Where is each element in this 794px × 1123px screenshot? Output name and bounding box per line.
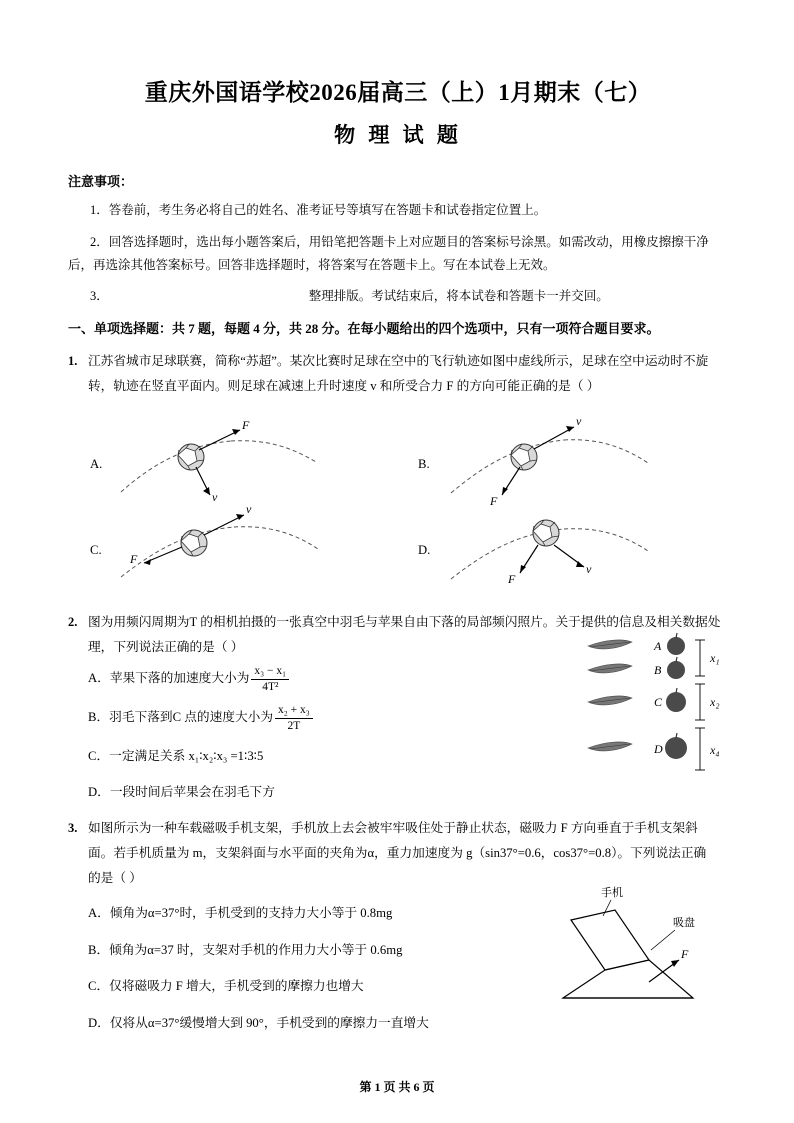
q2-strobe-svg <box>586 636 736 801</box>
question-2-wrapper <box>68 610 728 805</box>
q1-figure-d <box>446 503 676 593</box>
q1-fig-c-label-F: F <box>130 551 138 566</box>
section-heading: 一、单项选择题：共 7 题，每题 4 分，共 28 分。在每小题给出的四个选项中，只有一项符合题目要求。 <box>68 321 660 337</box>
notice-item-2 <box>68 231 728 277</box>
q1-fig-d-label-v: v <box>586 561 592 576</box>
q2-opt-b-text: 羽毛下落到C 点的速度大小为 <box>109 709 274 724</box>
q1-option-c-label: C. <box>90 542 102 557</box>
question-1-figures <box>68 403 728 598</box>
q2-label-B: B <box>654 662 662 677</box>
q2-opt-d-text: 一段时间后苹果会在羽毛下方 <box>109 784 275 799</box>
notice-item-1 <box>68 199 728 222</box>
question-3-number: 3. <box>68 821 78 836</box>
notice-heading: 注意事项： <box>68 174 134 189</box>
q2-opt-a-text: 苹果下落的加速度大小为 <box>109 671 250 686</box>
notice-item-3-tail: 整理排版。考试结束后，将本试卷和答题卡一并交回。 <box>308 289 609 304</box>
q2-label-x2: x₂ <box>710 694 720 709</box>
q1-fig-b-label-v: v <box>576 413 582 428</box>
question-3-option-d: D．仅将从α=37°缓慢增大到 90°，手机受到的摩擦力一直增大 <box>88 1016 429 1031</box>
q1-fig-a-label-v: v <box>212 489 218 504</box>
q2-label-C: C <box>654 694 663 709</box>
q2-opt-b-frac-den: 2T <box>287 719 301 732</box>
q3-label-phone: 手机 <box>601 887 623 900</box>
question-3-figure <box>553 886 728 1011</box>
q3-label-F: F <box>681 947 689 962</box>
q2-opt-c-label: C． <box>88 748 110 763</box>
q2-opt-b-label: B． <box>88 709 110 724</box>
question-3-option-a: A．倾角为α=37°时，手机受到的支持力大小等于 0.8mg <box>88 905 393 920</box>
q1-fig-c-label-v: v <box>246 501 252 516</box>
q2-opt-a-label: A． <box>88 671 110 686</box>
q1-option-a-label: A. <box>90 456 103 471</box>
q2-opt-b-frac-num: x₂ + x₃ <box>275 703 313 718</box>
question-1 <box>68 349 728 399</box>
notice-item-3 <box>68 286 728 304</box>
q2-opt-c-text: 一定满足关系 x₁∶x₂∶x₃ =1∶3∶5 <box>109 748 264 763</box>
notice-item-3-text: 3． <box>90 289 109 304</box>
question-3-option-b: B．倾角为α=37 时，支架对手机的作用力大小等于 0.6mg <box>88 942 403 957</box>
question-2-option-a <box>88 664 488 694</box>
question-2-option-b <box>88 703 488 733</box>
q1-figure-c <box>116 501 346 590</box>
q1-fig-d-label-F: F <box>508 571 516 586</box>
question-3-option-c: C．仅将磁吸力 F 增大，手机受到的摩擦力也增大 <box>88 979 364 994</box>
q3-holder-svg <box>553 886 728 1011</box>
q1-option-b-label: B. <box>418 456 430 471</box>
page-subtitle: 物 理 试 题 <box>334 123 462 147</box>
question-2-stem: 图为用频闪周期为T 的相机拍摄的一张真空中羽毛与苹果自由下落的局部频闪照片。关于提供的信息及相关数据处理，下列说法正确的是（ ） <box>88 614 721 654</box>
q2-label-x4: x₄ <box>710 742 720 757</box>
q2-label-x1: x₁ <box>710 650 720 665</box>
q1-fig-b-label-F: F <box>490 493 498 508</box>
q2-opt-d-label: D． <box>88 784 110 799</box>
q3-label-magnet: 吸盘 <box>673 917 695 930</box>
page-title: 重庆外国语学校2026届高三（上）1月期末（七） <box>144 80 652 105</box>
q1-figure-a <box>116 417 346 507</box>
q2-label-A: A <box>654 638 662 653</box>
question-1-number: 1. <box>68 354 78 369</box>
question-1-stem: 江苏省城市足球联赛，简称“苏超”。某次比赛时足球在空中的飞行轨迹如图中虚线所示，足球在空中运动时不旋转，轨迹在竖直平面内。则足球在减速上升时速度 v 和所受合力 F 的方向可能正确的是（ ） <box>88 354 709 394</box>
q2-opt-a-fraction <box>251 664 289 694</box>
question-3-wrapper <box>68 816 728 1035</box>
q1-fig-a-label-F: F <box>242 417 250 432</box>
page-footer: 第 1 页 共 6 页 <box>359 1080 435 1094</box>
q1-figure-b <box>446 415 676 510</box>
q2-opt-b-fraction <box>275 703 313 733</box>
question-2-figure <box>586 636 736 801</box>
q2-opt-a-frac-den: 4T² <box>262 680 279 693</box>
question-2-number: 2. <box>68 614 78 629</box>
notice-item-1-text: 1．答卷前，考生务必将自己的姓名、准考证号等填写在答题卡和试卷指定位置上。 <box>90 203 547 217</box>
q2-opt-a-frac-num: x₃ − x₁ <box>251 664 289 679</box>
notice-item-2-text: 2．回答选择题时，选出每小题答案后，用铅笔把答题卡上对应题目的答案标号涂黑。如需改动，用橡皮擦擦干净后，再选涂其他答案标号。回答非选择题时，将答案写在答题卡上。写在本试卷上无效。 <box>68 235 709 273</box>
question-3-stem: 如图所示为一种车载磁吸手机支架，手机放上去会被牢牢吸住处于静止状态，磁吸力 F 方向垂直于手机支架斜面。若手机质量为 m，支架斜面与水平面的夹角为α，重力加速度为 g（sin37°=0.6，cos37°=0.8）。下列说法正确的是（ ） <box>88 821 707 885</box>
q2-label-D: D <box>654 741 663 756</box>
q1-option-d-label: D. <box>418 542 431 557</box>
